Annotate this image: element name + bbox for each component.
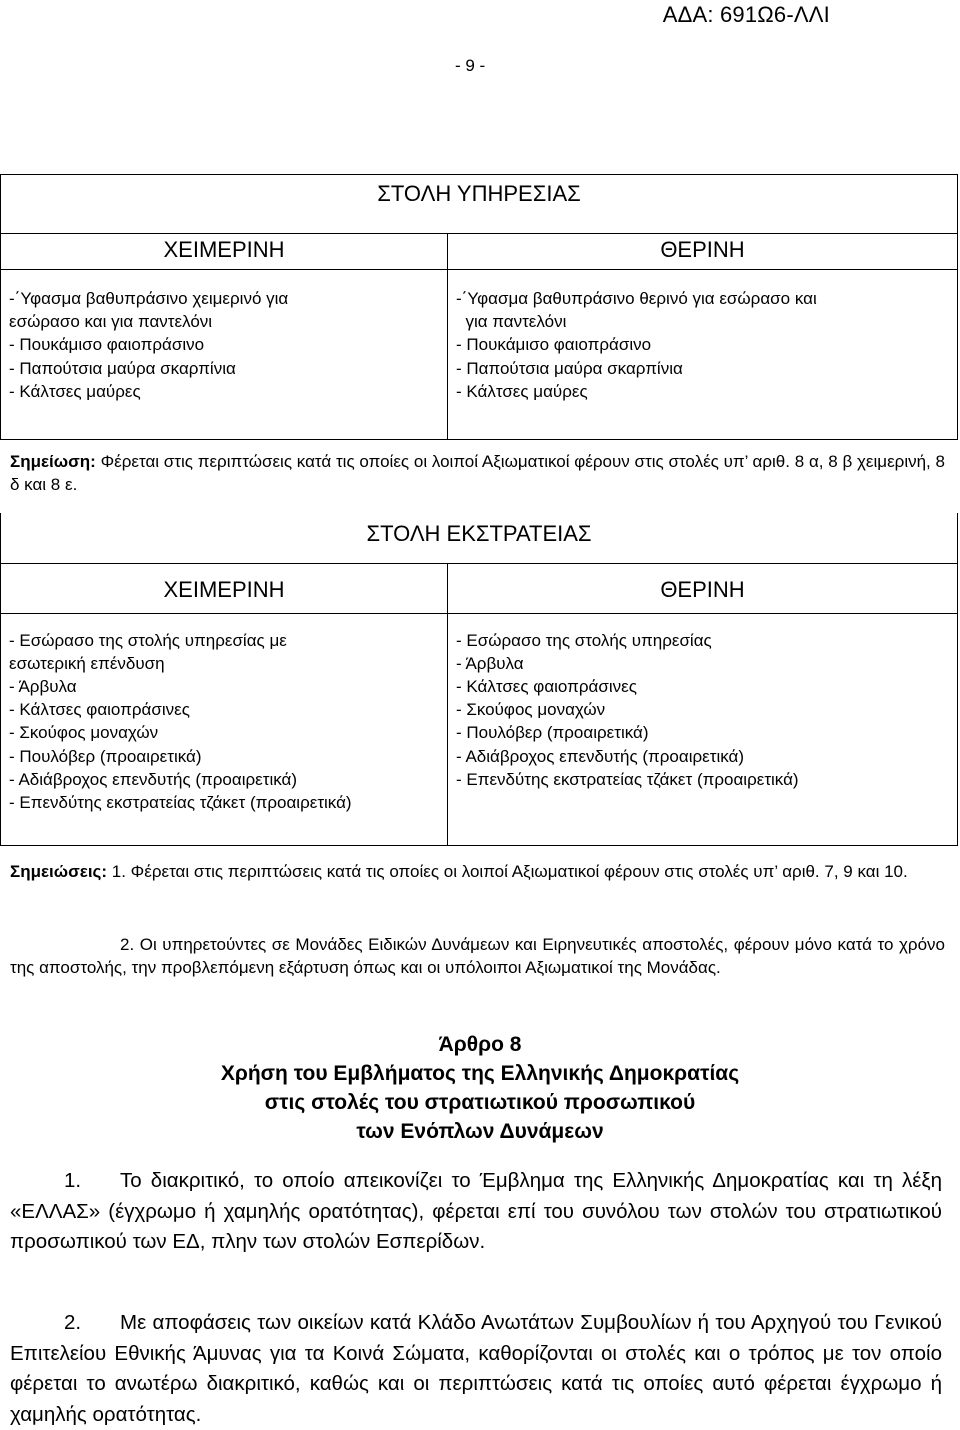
article-paragraph-2 <box>10 1308 942 1430</box>
list-item: - Αδιάβροχος επενδυτής (προαιρετικά) <box>456 746 745 766</box>
page-number: - 9 - <box>455 56 486 75</box>
list-item: -΄Υφασμα βαθυπράσινο χειμερινό για <box>9 289 289 308</box>
list-item: εσώρασο και για παντελόνι <box>9 312 213 332</box>
list-item: εσωτερική επένδυση <box>9 653 165 673</box>
list-item: - Κάλτσες μαύρες <box>9 381 141 401</box>
list-item: - Πουκάμισο φαιοπράσινο <box>9 335 205 355</box>
list-item: - Κάλτσες φαιοπράσινες <box>456 676 637 696</box>
list-item: - Αδιάβροχος επενδυτής (προαιρετικά) <box>9 769 298 789</box>
article-paragraph-1 <box>10 1166 942 1258</box>
paragraph-text: Με αποφάσεις των οικείων κατά Κλάδο Ανωτάτων Συμβουλίων ή του Αρχηγού του Γενικού Επιτελείου Εθνικής Άμυνας για τα Κοινά Σώματα, καθορίζονται οι στολές και ο τρόπος με τον οποίο φέρεται το ανωτέρω διακριτικό, καθώς και οι περιπτώσεις κατά τις οποίες αυτό φέρεται έγχρωμο ή χαμηλής ορατότητας. <box>10 1311 942 1426</box>
table-title: ΣΤΟΛΗ ΕΚΣΤΡΑΤΕΙΑΣ <box>1 513 958 563</box>
table-title: ΣΤΟΛΗ ΥΠΗΡΕΣΙΑΣ <box>1 175 958 234</box>
article-title-line-3: των Ενόπλων Δυνάμεων <box>356 1120 604 1143</box>
article-title-line-2: στις στολές του στρατιωτικού προσωπικού <box>264 1091 696 1114</box>
campaign-uniform-table <box>0 513 958 846</box>
list-item: - Παπούτσια μαύρα σκαρπίνια <box>9 358 236 378</box>
list-item: - Πουλόβερ (προαιρετικά) <box>9 746 202 766</box>
list-item: - Πουκάμισο φαιοπράσινο <box>456 335 652 355</box>
list-item: - Κάλτσες μαύρες <box>456 381 588 401</box>
article-number: Άρθρο 8 <box>438 1033 522 1056</box>
summer-items-cell <box>448 270 958 440</box>
list-item: -΄Υφασμα βαθυπράσινο θερινό για εσώρασο και <box>456 289 817 308</box>
notes-label: Σημειώσεις: <box>10 862 108 881</box>
note-text: Φέρεται στις περιπτώσεις κατά τις οποίες οι λοιποί Αξιωματικοί φέρουν στις στολές υπ’ αριθ. 8 α, 8 β χειμερινή, 8 δ και 8 ε. <box>10 452 945 494</box>
list-item: - Σκούφος μοναχών <box>9 723 159 743</box>
summer-column-header: ΘΕΡΙΝΗ <box>448 234 958 270</box>
note-label: Σημείωση: <box>10 452 96 471</box>
notes-item-2: 2. Οι υπηρετούντες σε Μονάδες Ειδικών Δυνάμεων και Ειρηνευτικές αποστολές, φέρουν μόνο κατά το χρόνο της αποστολής, την προβλεπόμενη εξάρτυση όπως και οι υπόλοιποι Αξιωματικοί της Μονάδας. <box>10 935 945 977</box>
winter-items-cell <box>1 270 448 440</box>
campaign-uniform-notes <box>10 860 945 883</box>
list-item: - Πουλόβερ (προαιρετικά) <box>456 723 649 743</box>
list-item: - Επενδύτης εκστρατείας τζάκετ (προαιρετικά) <box>9 792 352 812</box>
service-uniform-table <box>0 174 958 440</box>
summer-items-cell <box>448 613 958 845</box>
article-title-line-1: Χρήση του Εμβλήματος της Ελληνικής Δημοκρατίας <box>220 1062 740 1085</box>
winter-column-header: ΧΕΙΜΕΡΙΝΗ <box>1 234 448 270</box>
list-item: για παντελόνι <box>456 312 567 332</box>
winter-column-header: ΧΕΙΜΕΡΙΝΗ <box>1 563 448 613</box>
paragraph-number: 2. <box>64 1311 82 1334</box>
winter-items-cell <box>1 613 448 845</box>
paragraph-text: Το διακριτικό, το οποίο απεικονίζει το Έμβλημα της Ελληνικής Δημοκρατίας και τη λέξη «ΕΛΛΑΣ» (έγχρωμο ή χαμηλής ορατότητας), φέρεται επί του συνόλου των στολών του στρατιωτικού προσωπικού των ΕΔ, πλην των στολών Εσπερίδων. <box>10 1169 942 1253</box>
summer-column-header: ΘΕΡΙΝΗ <box>448 563 958 613</box>
list-item: - Κάλτσες φαιοπράσινες <box>9 700 190 720</box>
paragraph-number: 1. <box>64 1169 82 1192</box>
list-item: - Εσώρασο της στολής υπηρεσίας <box>456 630 712 650</box>
service-uniform-note <box>10 450 945 496</box>
list-item: - Σκούφος μοναχών <box>456 700 606 720</box>
ada-code: ΑΔΑ: 691Ω6-ΛΛΙ <box>662 2 830 27</box>
notes-item-1: 1. Φέρεται στις περιπτώσεις κατά τις οποίες οι λοιποί Αξιωματικοί φέρουν στις στολές υπ’ αριθ. 7, 9 και 10. <box>107 862 908 881</box>
list-item: - Παπούτσια μαύρα σκαρπίνια <box>456 358 683 378</box>
list-item: - Άρβυλα <box>456 653 524 673</box>
list-item: - Επενδύτης εκστρατείας τζάκετ (προαιρετικά) <box>456 769 799 789</box>
list-item: - Άρβυλα <box>9 676 77 696</box>
list-item: - Εσώρασο της στολής υπηρεσίας με <box>9 630 287 650</box>
